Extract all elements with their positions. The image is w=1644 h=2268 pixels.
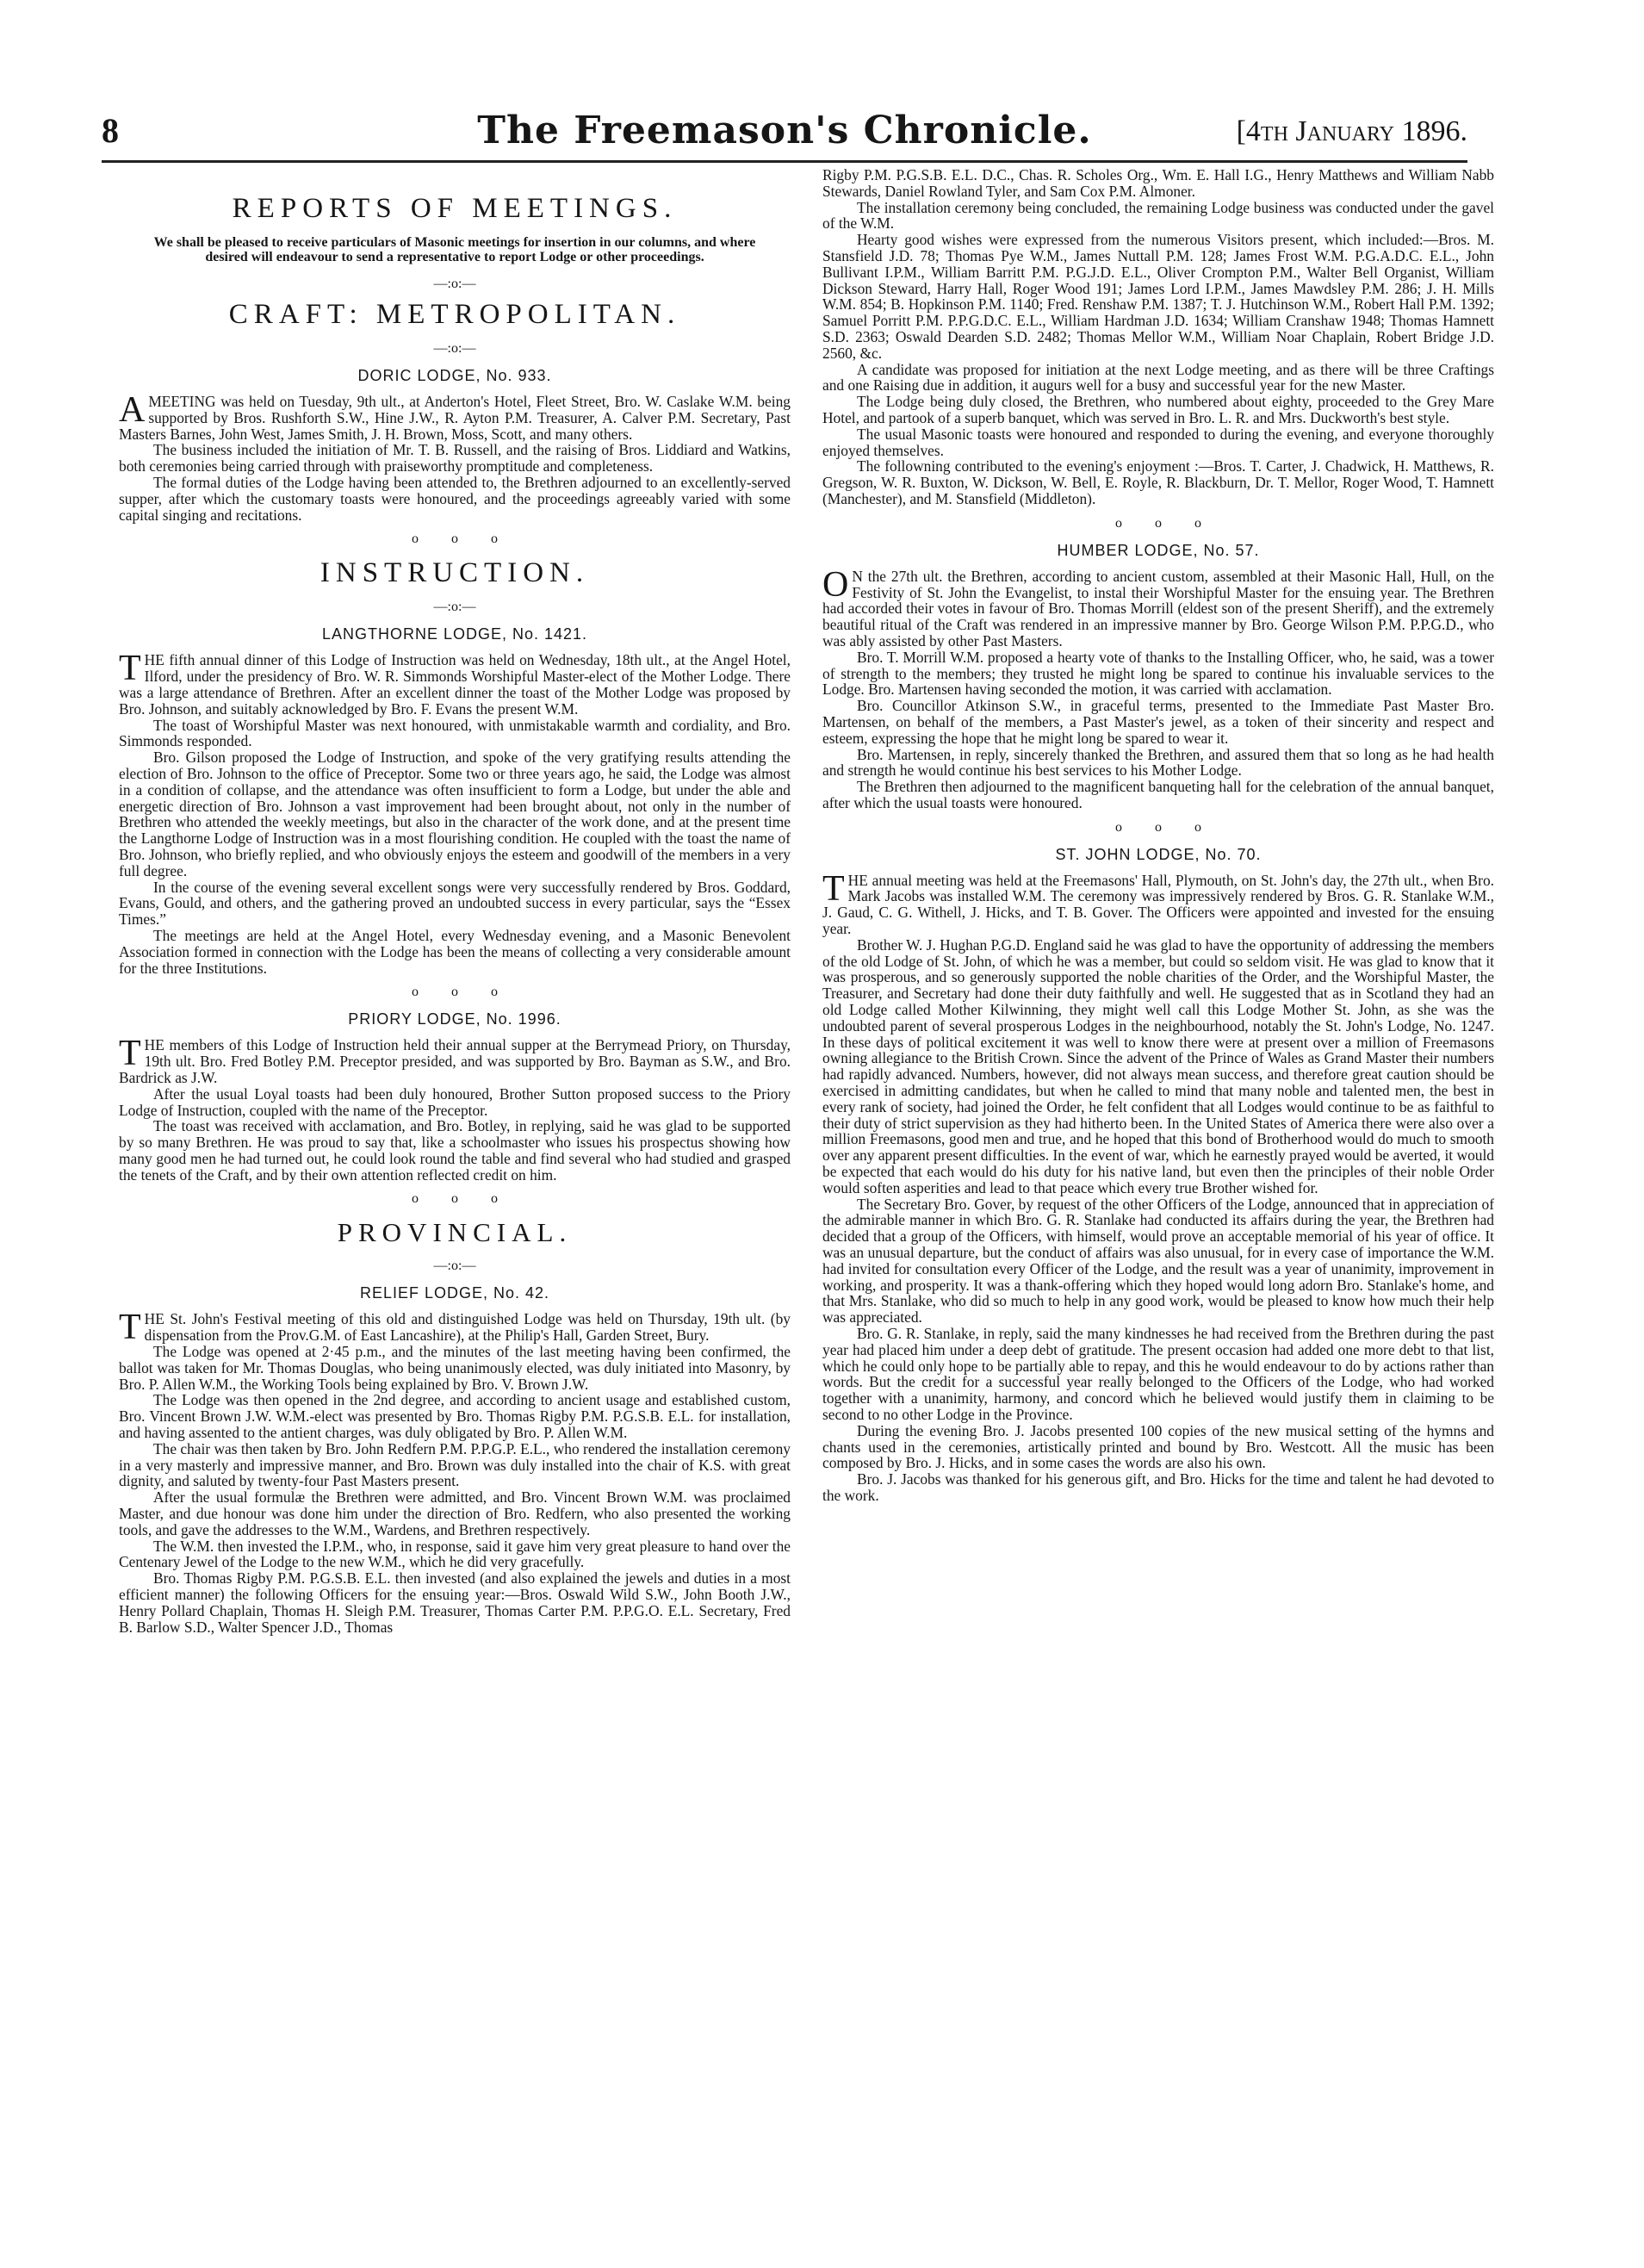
lodge-title: PRIORY LODGE, No. 1996. (348, 1010, 561, 1028)
separator: —:o:— (433, 341, 476, 356)
paragraph: After the usual formulæ the Brethren were admitted, and Bro. Vincent Brown W.M. was proclaimed Master, and due honour was done him under the direction of Bro. Redfern, who also presented the working tools, and gave the addresses to the W.M., Wardens, and Brethren respectively. (119, 1488, 791, 1538)
paragraph: Rigby P.M. P.G.S.B. E.L. D.C., Chas. R. Scholes Org., Wm. E. Hall I.G., Henry Matthews and William Nabb Stewards, Daniel Rowland Tyler, and Sam Cox P.M. Almoner. (822, 167, 1494, 200)
doric-lodge-report (119, 367, 791, 523)
paragraph: The W.M. then invested the I.P.M., who, in response, said it gave him very great pleasure to hand over the Centenary Jewel of the Lodge to the new W.M., which he did very gracefully. (119, 1537, 791, 1571)
paragraph (822, 564, 1494, 649)
paragraph: Brother W. J. Hughan P.G.D. England said he was glad to have the opportunity of addressing the members of the old Lodge of St. John, of which he was a member, but could so seldom visit. He was glad to know that it was prosperous, and so generously supported the noble charities of the Order, and the Worshipful Master, the Treasurer, and Secretary had done their duty faithfully and well. He suggested that as in Scotland they had an old Lodge called Mother Kilwinning, they might well call this Lodge Mother St. John, as she was the undoubted parent of several prosperous Lodges in the neighbourhood, notably the St. John's Lodge, No. 1247. In these days of political excitement it was well to know there were at present over a million of Freemasons owning allegiance to the British Crown. Since the advent of the Prince of Wales as Grand Master their numbers had rapidly advanced. Numbers, however, did not always mean success, and therefore great caution should be exercised in admitting candidates, but when he called to mind that many noble and talented men, the best in every rank of society, had joined the Order, he felt confident that all Lodges would continue to be as faithful to their duty of strict supervision as they had hitherto been. In the United States of America there were also over a million Freemasons, good men and true, and he hoped that this bond of Brotherhood would do much to smooth over any apparent present difficulties. In the event of war, which he earnestly prayed would be averted, it would be expected that each would do his duty for his native land, but even then the principles of their noble Order would soften asperities and lead to that peace which every true Brother wished for. (822, 935, 1494, 1196)
paragraph: The business included the initiation of Mr. T. B. Russell, and the raising of Bros. Liddiard and Watkins, both ceremonies being carried through with praiseworthy promptitude and completeness. (119, 441, 791, 475)
left-column (119, 188, 791, 2195)
paragraph: The followning contributed to the evening's enjoyment :—Bros. T. Carter, J. Chadwick, H. Matthews, R. Gregson, W. R. Buxton, W. Dickson, W. Bell, E. Royle, R. Blackburn, Dr. T. Mellor, Roger Wood, T. Hamnett (Manchester), and M. Stansfield (Middleton). (822, 457, 1494, 507)
drop-cap: T (822, 868, 845, 909)
masthead (102, 110, 1467, 155)
masthead-rule (102, 160, 1467, 163)
relief-lodge-report (119, 1284, 791, 1635)
paragraph: Bro. G. R. Stanlake, in reply, said the many kindnesses he had received from the Brethren during the past year had placed him under a deep debt of gratitude. The present occasion had added one more debt to that list, which he could only hope to be partially able to repay, and this he would endeavour to do by actions rather than words. But the credit for a successful year really belonged to the Officers of the Lodge, who had worked together with a unanimity, harmony, and concord which he believed would justify them in claiming to be second to no other Lodge in the Province. (822, 1325, 1494, 1423)
paragraph-text: HE members of this Lodge of Instruction held their annual supper at the Berrymead Priory, on Thursday, 19th ult. Bro. Fred Botley P.M. Preceptor presided, and was supported by Bro. Bayman as S.W., and Bro. Bardrick as J.W. (119, 1036, 791, 1086)
separator: —:o:— (433, 1258, 476, 1274)
st-john-lodge-report (822, 846, 1494, 1504)
section-divider: o o o (1115, 515, 1201, 531)
lodge-title: DORIC LODGE, No. 933. (357, 367, 552, 384)
paragraph: The toast was received with acclamation, and Bro. Botley, in replying, said he was glad to be supported by so many Brethren. He was proud to say that, like a schoolmaster who issues his prospectus showing how many good men he had turned out, he could look round the table and find several who had studied and grasped the tenets of the Craft, and by their own attention reflected credit on him. (119, 1117, 791, 1184)
lodge-title: HUMBER LODGE, No. 57. (1057, 541, 1260, 559)
drop-cap: T (119, 649, 141, 689)
instruction-heading: INSTRUCTION. (319, 557, 590, 589)
drop-cap: T (119, 1308, 141, 1348)
paragraph (119, 1034, 791, 1086)
section-divider: o o o (412, 1191, 498, 1207)
paragraph: In the course of the evening several excellent songs were very successfully rendered by Bros. Goddard, Evans, Gould, and others, and the gathering proved an undoubted success in every particular, says the “Essex Times.” (119, 878, 791, 929)
relief-lodge-report-continued (822, 167, 1494, 507)
lodge-title: LANGTHORNE LODGE, No. 1421. (321, 625, 588, 643)
humber-lodge-report (822, 542, 1494, 811)
langthorne-lodge-report (119, 625, 791, 976)
page-number: 8 (102, 111, 119, 150)
provincial-heading: PROVINCIAL. (337, 1217, 573, 1248)
paragraph: During the evening Bro. J. Jacobs presented 100 copies of the new musical setting of the hymns and chants used in the ceremonies, artistically printed and bound by Bro. Westcott. All the music has been composed by Bro. J. Hicks, and in some cases the words are also his own. (822, 1421, 1494, 1472)
paragraph: The installation ceremony being concluded, the remaining Lodge business was conducted under the gavel of the W.M. (822, 198, 1494, 233)
paragraph: Bro. Thomas Rigby P.M. P.G.S.B. E.L. then invested (and also explained the jewels and duties in a most efficient manner) the following Officers for the ensuing year:—Bros. Oswald Wild S.W., John Booth J.W., Henry Pollard Chaplain, Thomas H. Sleigh P.M. Treasurer, Thomas Carter P.M. P.P.G.O. E.L. Secretary, Fred B. Barlow S.D., Walter Spencer J.D., Thomas (119, 1569, 791, 1636)
paragraph: The Lodge being duly closed, the Brethren, who numbered about eighty, proceeded to the Grey Mare Hotel, and partook of a superb banquet, which was served in Bro. L. R. and Mrs. Duckworth's best style. (822, 393, 1494, 426)
separator: —:o:— (433, 600, 476, 615)
paragraph: The formal duties of the Lodge having been attended to, the Brethren adjourned to an excellently-served supper, after which the customary toasts were honoured, and the proceedings agreeably varied with some capital singing and recitations. (119, 473, 791, 524)
separator: —:o:— (433, 277, 476, 291)
paragraph: Bro. Martensen, in reply, sincerely thanked the Brethren, and assured them that so long as he had health and strength he would continue his best services to his Mother Lodge. (822, 745, 1494, 780)
paragraph: The Secretary Bro. Gover, by request of the other Officers of the Lodge, announced that in appreciation of the admirable manner in which Bro. G. R. Stanlake had conducted its affairs during the year, the Brethren had decided that a group of the Officers, with himself, would prove an acceptable memorial of his year of office. It was an unusual departure, but the conduct of affairs was also unusual, for in every case of importance the W.M. had invited for consultation every Officer of the Lodge, and the result was a year of unanimity, improvement in working, and prosperity. It was a thank-offering which they hoped would long adorn Bro. Stanlake's home, and that Mrs. Stanlake, who did so much to help in any good work, would be pleased to know how much their help was appreciated. (822, 1195, 1494, 1327)
paragraph-text: HE annual meeting was held at the Freemasons' Hall, Plymouth, on St. John's day, the 27th ult., when Bro. Mark Jacobs was installed W.M. The ceremony was impressively rendered by Bros. G. R. Stanlake W.M., J. Gaud, C. G. Withell, J. Hicks, and T. B. Gover. The Officers were appointed and invested for the ensuing year. (822, 871, 1494, 938)
section-divider: o o o (412, 985, 498, 1000)
issue-date: [4th January 1896. (1236, 115, 1467, 147)
drop-cap: T (119, 1034, 141, 1074)
paragraph: Bro. T. Morrill W.M. proposed a hearty vote of thanks to the Installing Officer, who, he said, was a tower of strength to the members; they trusted he might long be spared to continue his invaluable services to the Lodge. Bro. Martensen having seconded the motion, it was carried with acclamation. (822, 648, 1494, 699)
paragraph: Bro. Councillor Atkinson S.W., in graceful terms, presented to the Immediate Past Master Bro. Martensen, on behalf of the members, a Past Master's jewel, as a token of their sincerity and respect and esteem, expressing the hope that he might long be spared to wear it. (822, 697, 1494, 747)
paragraph: Hearty good wishes were expressed from the numerous Visitors present, which included:—Bros. M. Stansfield J.D. 78; Thomas Pye W.M., James Nuttall P.M. 128; James Frost W.M. P.G.A.D.C. E.L., John Bullivant I.P.M., William Barritt P.M. P.G.J.D. E.L., Oliver Crompton P.M., Walter Bell Organist, William Dickson Steward, Harry Hall, Roger Wood 191; James Lord I.P.M., James Mawdsley P.M. 286; J. H. Mills W.M. 854; B. Hopkinson P.M. 1140; Fred. Renshaw P.M. 1387; T. J. Hutchinson W.M., Robert Hall P.M. 1392; Samuel Porritt P.M. P.P.G.D.C. E.L., William Hardman J.D. 1634; William Cranshaw 1948; Thomas Hamnett S.D. 2363; Oswald Dearden S.D. 2482; Thomas Mellor W.M., William Noar Chaplain, Robert Bridge J.D. 2560, &c. (822, 231, 1494, 362)
paragraph: The toast of Worshipful Master was next honoured, with unmistakable warmth and cordiality, and Bro. Simmonds responded. (119, 716, 791, 750)
paragraph (119, 1308, 791, 1348)
paragraph-text: MEETING was held on Tuesday, 9th ult., at Anderton's Hotel, Fleet Street, Bro. W. Caslake W.M. being supported by Bros. Rushforth S.W., Hine J.W., R. Ayton P.M. Treasurer, A. Calver P.M. Secretary, Past Masters Barnes, John West, James Smith, J. H. Brown, Moss, Scott, and many others. (119, 393, 791, 443)
section-divider: o o o (412, 531, 498, 547)
paragraph: The meetings are held at the Angel Hotel, every Wednesday evening, and a Masonic Benevolent Association formed in connection with the Lodge has been the means of collecting a very considerable amount for the three Institutions. (119, 926, 791, 977)
paragraph: The Lodge was then opened in the 2nd degree, and according to ancient usage and established custom, Bro. Vincent Brown J.W. W.M.-elect was presented by Bro. Thomas Rigby P.M. P.G.S.B. E.L. for installation, and having assented to the antient charges, was duly obligated by Bro. P. Allen W.M. (119, 1391, 791, 1442)
paragraph-text: N the 27th ult. the Brethren, according to ancient custom, assembled at their Masonic Hall, Hull, on the Festivity of St. John the Evangelist, to instal their Worshipful Master for the ensuing year. The Brethren had accorded their votes in favour of Bro. Thomas Morrill (eldest son of the present Sheriff), and the extremely beautiful ritual of the Craft was rendered in an impressive manner by Bro. George Wilson P.M. P.P.G.D., who was ably assisted by other Past Masters. (822, 567, 1494, 649)
reports-heading: REPORTS OF MEETINGS. (232, 193, 678, 224)
paragraph-text: HE St. John's Festival meeting of this old and distinguished Lodge was held on Thursday, 19th ult. (by dispensation from the Prov.G.M. of East Lancashire), at the Philip's Hall, Garden Street, Bury. (144, 1310, 791, 1345)
paragraph: Bro. J. Jacobs was thanked for his generous gift, and Bro. Hicks for the time and talent he had devoted to the work. (822, 1470, 1494, 1504)
craft-metropolitan-heading: CRAFT: METROPOLITAN. (228, 299, 681, 330)
lodge-title: RELIEF LODGE, No. 42. (359, 1284, 550, 1302)
paragraph: Bro. Gilson proposed the Lodge of Instruction, and spoke of the very gratifying results attending the election of Bro. Johnson to the office of Preceptor. Some two or three years ago, he said, the Lodge was almost in a condition of collapse, and the attendance was often insufficient to form a Lodge, but under the able and energetic direction of Bro. Johnson a vast improvement had been brought about, not only in the number of Brethren who attended the weekly meetings, but also in the character of the work done, and at the present time the Langthorne Lodge of Instruction was in a most flourishing condition. He coupled with the toast the name of Bro. Johnson, who briefly replied, and who obviously enjoys the esteem and goodwill of the members in a very full degree. (119, 749, 791, 879)
paragraph (822, 868, 1494, 938)
section-divider: o o o (1115, 819, 1201, 835)
paragraph: After the usual Loyal toasts had been duly honoured, Brother Sutton proposed success to the Priory Lodge of Instruction, coupled with the name of the Preceptor. (119, 1084, 791, 1119)
editorial-notice: We shall be pleased to receive particulars of Masonic meetings for insertion in our columns, and where desired will endeavour to send a representative to report Lodge or other proceedings. (153, 235, 756, 264)
paragraph: The usual Masonic toasts were honoured and responded to during the evening, and everyone thoroughly enjoyed themselves. (822, 425, 1494, 459)
right-column (822, 167, 1494, 2195)
paragraph (119, 649, 791, 718)
paragraph (119, 390, 791, 443)
drop-cap: O (822, 564, 849, 605)
paragraph: The Lodge was opened at 2·45 p.m., and the minutes of the last meeting having been confirmed, the ballot was taken for Mr. Thomas Douglas, who being unanimously elected, was duly initiated into Masonry, by Bro. P. Allen W.M., the Working Tools being explained by Bro. V. Brown J.W. (119, 1343, 791, 1393)
paragraph: The Brethren then adjourned to the magnificent banqueting hall for the celebration of the annual banquet, after which the usual toasts were honoured. (822, 778, 1494, 811)
lodge-title: ST. JOHN LODGE, No. 70. (1055, 845, 1262, 863)
publication-title: The Freemason's Chronicle. (477, 109, 1092, 152)
priory-lodge-report (119, 1010, 791, 1183)
drop-cap: A (119, 390, 146, 430)
paragraph: The chair was then taken by Bro. John Redfern P.M. P.P.G.P. E.L., who rendered the installation ceremony in a very masterly and impressive manner, and Bro. Brown was duly installed into the chair of K.S. with great dignity, and saluted by twenty-four Past Masters present. (119, 1439, 791, 1490)
paragraph: A candidate was proposed for initiation at the next Lodge meeting, and as there will be three Craftings and one Raising due in addition, it augurs well for a busy and successful year for the new Master. (822, 360, 1494, 395)
paragraph-text: HE fifth annual dinner of this Lodge of Instruction was held on Wednesday, 18th ult., at the Angel Hotel, Ilford, under the presidency of Bro. W. R. Simmonds Worshipful Master-elect of the Mother Lodge. There was a large attendance of Brethren. After an excellent dinner the toast of the Mother Lodge was proposed by Bro. Johnson, and suitably acknowledged by Bro. F. Evans the present W.M. (119, 651, 791, 718)
